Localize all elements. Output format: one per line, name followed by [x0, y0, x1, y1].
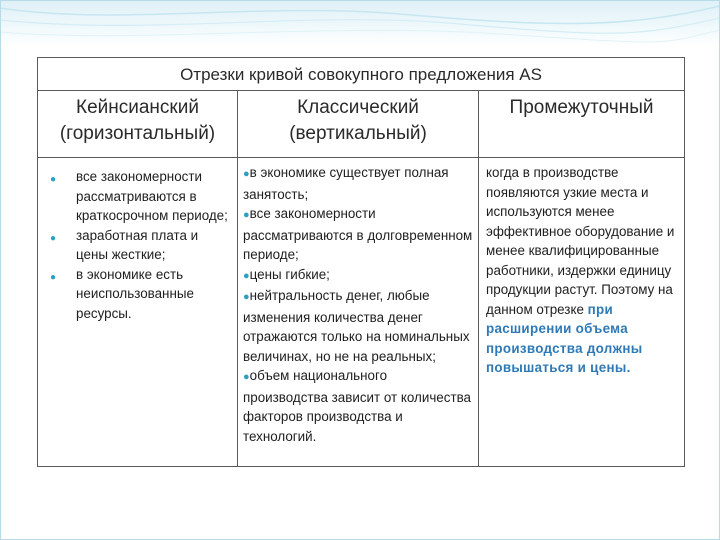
- list-item-text: заработная плата и цены жесткие;: [76, 227, 199, 262]
- keynesian-subname: (горизонтальный): [59, 123, 216, 144]
- bullet-icon: ●: [243, 291, 250, 303]
- list-item: [50, 265, 231, 324]
- intermediate-text: когда в производстве появляются узкие места и используются менее эффективное оборудование и менее квалифицированные работники, издержки единицу продукции растут. Поэтому на данном отрезке: [486, 165, 675, 317]
- list-item: [243, 265, 474, 287]
- classical-name: Классический: [297, 97, 419, 118]
- keynesian-cell: [38, 158, 238, 466]
- bullet-icon: ●: [243, 209, 250, 221]
- list-item: [243, 163, 474, 204]
- table-title: Отрезки кривой совокупного предложения AS: [38, 58, 684, 91]
- as-curve-table: [37, 57, 685, 467]
- bullet-icon: ●: [50, 232, 57, 244]
- column-header-keynesian: [38, 91, 238, 158]
- bullet-icon: ●: [50, 174, 57, 185]
- list-item: [243, 366, 474, 446]
- intermediate-cell: [479, 158, 684, 466]
- bullet-icon: ●: [50, 271, 57, 283]
- column-header-intermediate: [479, 91, 684, 158]
- bullet-icon: ●: [243, 371, 250, 383]
- list-item-text: все закономерности рассматриваются в долговременном периоде;: [243, 206, 473, 262]
- keynesian-name: Кейнсианский: [76, 97, 199, 118]
- list-item-text: в экономике есть неиспользованные ресурсы.: [76, 266, 194, 321]
- list-item-text: объем национального производства зависит от количества факторов производства и технологий.: [243, 368, 471, 444]
- bullet-icon: ●: [243, 269, 250, 282]
- intermediate-name: Промежуточный: [509, 97, 654, 118]
- list-item-text: нейтральность денег, любые изменения количества денег отражаются только на номинальных величинах, но не на реальных;: [243, 288, 470, 364]
- column-header-classical: [238, 91, 479, 158]
- list-item: [243, 204, 474, 265]
- list-item: [50, 226, 231, 265]
- list-item: [243, 286, 474, 366]
- classical-cell: [238, 158, 479, 466]
- intermediate-emphasis: при расширении объема производства должны повышаться и цены.: [486, 301, 643, 375]
- bullet-icon: ●: [243, 168, 250, 180]
- list-item-text: в экономике существует полная занятость;: [243, 165, 449, 202]
- list-item: [50, 167, 231, 226]
- classical-subname: (вертикальный): [289, 123, 427, 144]
- list-item-text: все закономерности рассматриваются в краткосрочном периоде;: [76, 169, 228, 223]
- list-item-text: цены гибкие;: [249, 266, 330, 282]
